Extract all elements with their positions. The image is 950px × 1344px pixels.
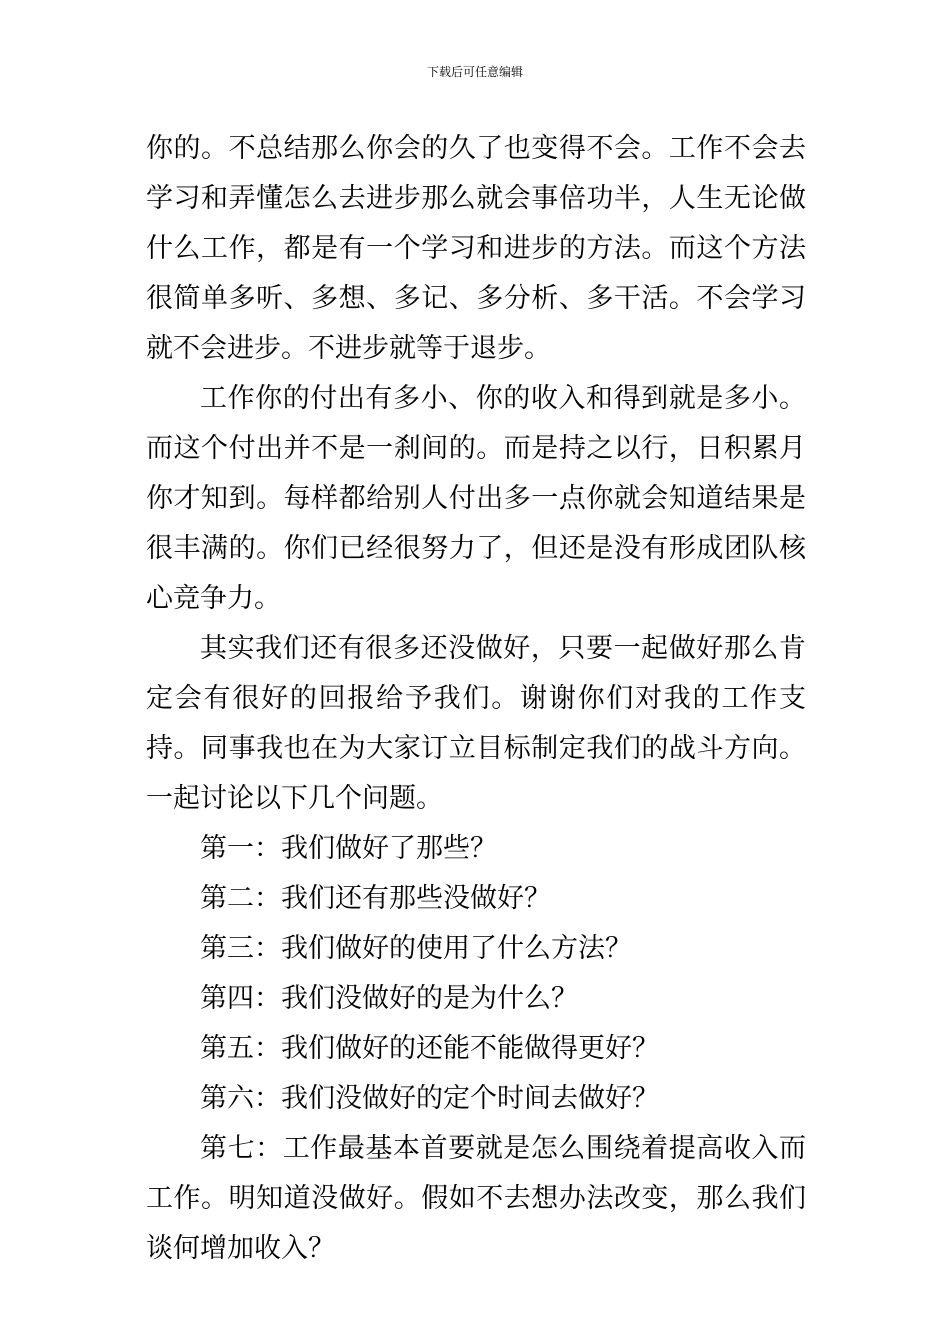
page-header: 下载后可任意编辑 <box>426 65 523 79</box>
paragraph-3: 其实我们还有很多还没做好，只要一起做好那么肯定会有很好的回报给予我们。谢谢你们对我的工作支持。同事我也在为大家订立目标制定我们的战斗方向。一起讨论以下几个问题。 <box>146 633 806 814</box>
question-3: 第三：我们做好的使用了什么方法？ <box>200 933 632 964</box>
paragraph-1: 你的。不总结那么你会的久了也变得不会。工作不会去学习和弄懂怎么去进步那么就会事倍功半，人生无论做什么工作，都是有一个学习和进步的方法。而这个方法很简单多听、多想、多记、多分析、多干活。不会学习就不会进步。不进步就等于退步。 <box>146 133 806 364</box>
question-1: 第一：我们做好了那些？ <box>200 833 497 864</box>
paragraph-2: 工作你的付出有多小、你的收入和得到就是多小。而这个付出并不是一刹间的。而是持之以行，日积累月你才知到。每样都给别人付出多一点你就会知道结果是很丰满的。你们已经很努力了，但还是没有形成团队核心竞争力。 <box>146 383 806 614</box>
question-2: 第二：我们还有那些没做好？ <box>200 883 551 914</box>
question-7: 第七：工作最基本首要就是怎么围绕着提高收入而工作。明知道没做好。假如不去想办法改变，那么我们谈何增加收入？ <box>146 1133 806 1264</box>
question-6: 第六：我们没做好的定个时间去做好？ <box>200 1083 659 1114</box>
question-5: 第五：我们做好的还能不能做得更好？ <box>200 1033 659 1064</box>
question-4: 第四：我们没做好的是为什么？ <box>200 983 578 1014</box>
document-body <box>146 124 806 1274</box>
